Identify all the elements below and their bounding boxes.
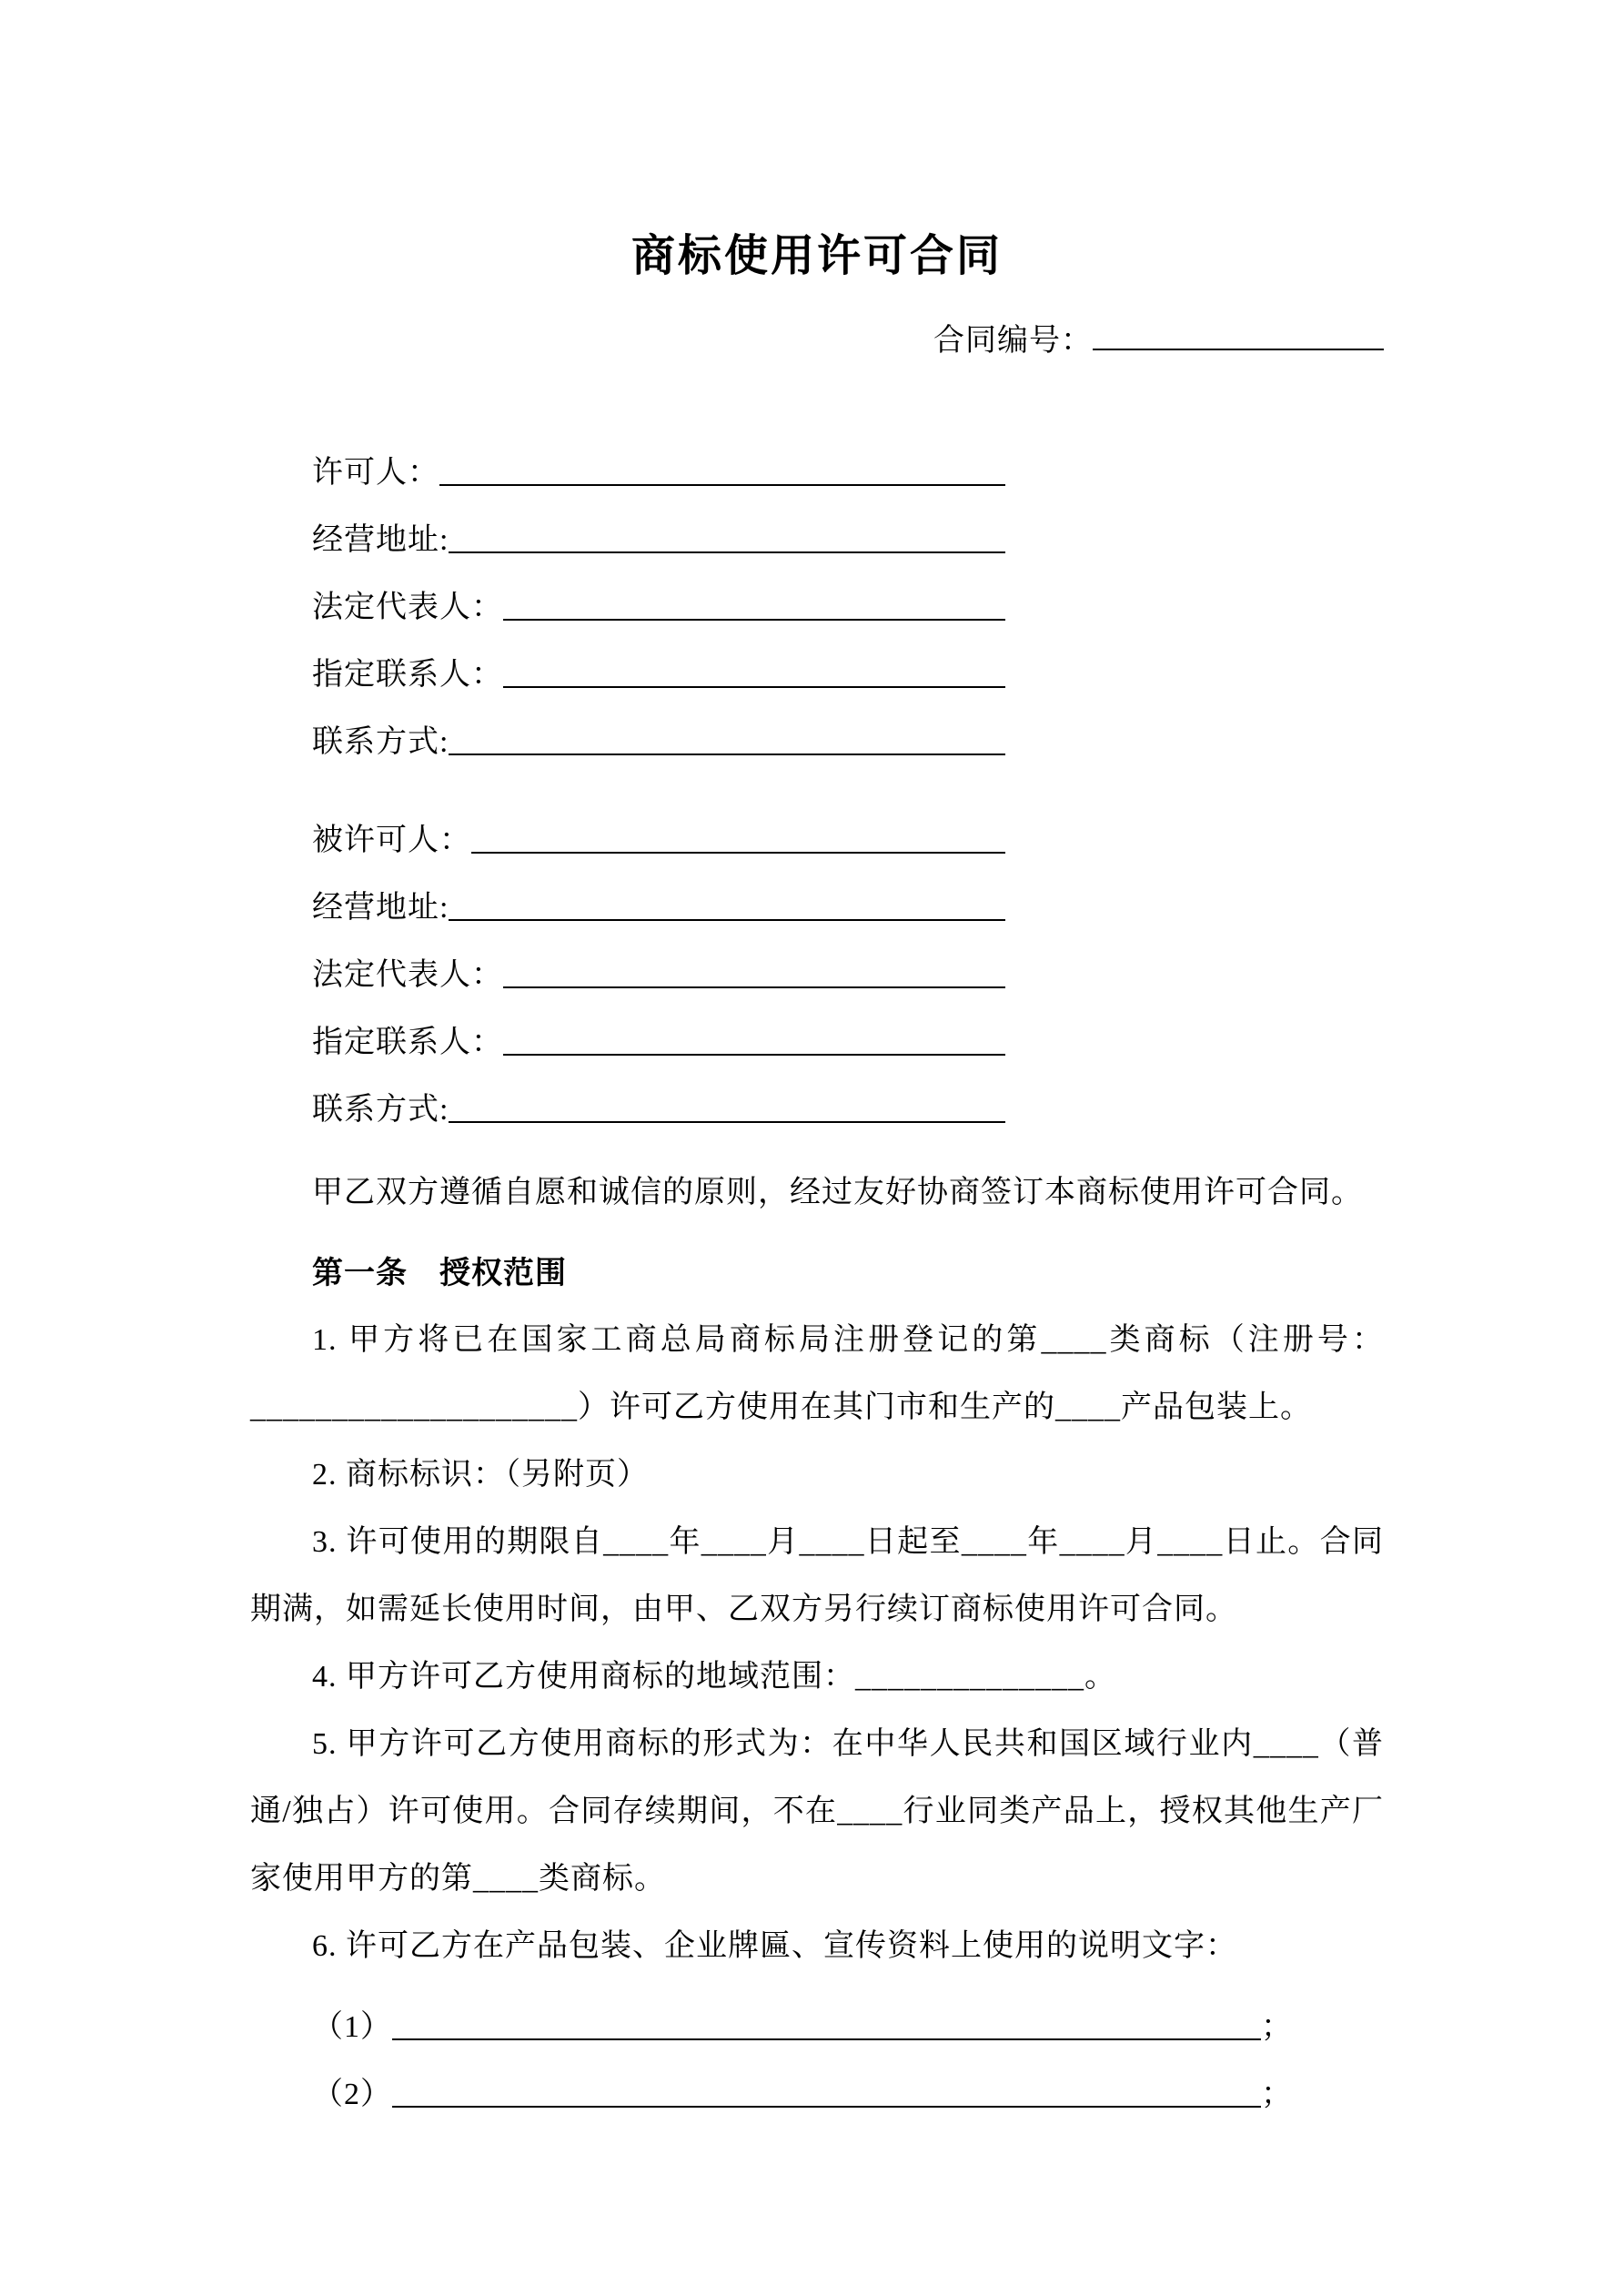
licensee-name-label: 被许可人： (312, 824, 471, 857)
licensee-contact-method-label: 联系方式: (312, 1093, 449, 1127)
licensor-name-label: 许可人： (312, 456, 439, 490)
statement-2-suffix: ； (1261, 2078, 1293, 2111)
clause-2: 2. 商标标识：（另附页） (312, 1458, 649, 1492)
clause-1: 1. 甲方将已在国家工商总局商标局注册登记的第____类商标（注册号：____________________）许可乙方使用在其门市和生产的____产品包装上。 (250, 1323, 1384, 1424)
field-row-licensor-legal-rep (250, 561, 1005, 628)
field-row-licensee-legal-rep (250, 928, 1005, 996)
licensee-name-blank (471, 850, 1005, 854)
field-row-licensor-contact-person (250, 628, 1005, 695)
licensor-address-blank (449, 550, 1005, 553)
statement-2-blank (392, 2104, 1261, 2108)
clause-5: 5. 甲方许可乙方使用商标的形式为：在中华人民共和国区域行业内____（普通/独占）许可使用。合同存续期间，不在____行业同类产品上，授权其他生产厂家使用甲方的第____类商标。 (250, 1727, 1384, 1896)
licensee-contact-person-blank (503, 1052, 1005, 1056)
licensee-address-blank (449, 917, 1005, 921)
licensee-legal-rep-blank (503, 985, 1005, 988)
clause-6: 6. 许可乙方在产品包装、企业牌匾、宣传资料上使用的说明文字： (312, 1929, 1237, 1963)
licensor-contact-method-label: 联系方式: (312, 725, 449, 759)
field-row-licensee-name (250, 794, 1005, 861)
field-row-licensee-address (250, 861, 1005, 928)
statement-1-label: （1） (312, 2010, 392, 2044)
clause-3: 3. 许可使用的期限自____年____月____日起至____年____月____日止。合同期满，如需延长使用时间，由甲、乙双方另行续订商标使用许可合同。 (250, 1525, 1384, 1626)
contract-number-row (250, 308, 1384, 375)
licensee-address-label: 经营地址: (312, 891, 449, 925)
licensor-contact-person-blank (503, 684, 1005, 688)
licensor-legal-rep-label: 法定代表人： (312, 591, 503, 624)
licensee-legal-rep-label: 法定代表人： (312, 958, 503, 992)
contract-number-label: 合同编号： (933, 324, 1093, 358)
statement-blank-line-1 (250, 1980, 1293, 2048)
statement-blank-line-2 (250, 2048, 1293, 2115)
licensor-name-blank (439, 482, 1005, 486)
licensor-section (250, 426, 1384, 763)
licensee-contact-person-label: 指定联系人： (312, 1026, 503, 1059)
licensor-contact-method-blank (449, 752, 1005, 755)
licensor-contact-person-label: 指定联系人： (312, 658, 503, 692)
licensee-section (250, 794, 1384, 1130)
licensor-legal-rep-blank (503, 617, 1005, 621)
licensee-contact-method-blank (449, 1119, 1005, 1123)
intro-paragraph: 甲乙双方遵循自愿和诚信的原则，经过友好协商签订本商标使用许可合同。 (312, 1176, 1363, 1209)
clause-4: 4. 甲方许可乙方使用商标的地域范围：______________。 (312, 1660, 1116, 1694)
document-title: 商标使用许可合同 (630, 232, 1003, 280)
section1-heading: 第一条 授权范围 (312, 1256, 567, 1290)
licensor-address-label: 经营地址: (312, 523, 449, 557)
contract-number-blank (1093, 319, 1384, 350)
field-row-licensor-address (250, 493, 1005, 561)
statement-1-blank (392, 2037, 1261, 2040)
field-row-licensor-name (250, 426, 1005, 493)
statement-2-label: （2） (312, 2078, 392, 2111)
field-row-licensee-contact-person (250, 996, 1005, 1063)
statement-1-suffix: ； (1261, 2010, 1293, 2044)
field-row-licensor-contact-method (250, 695, 1005, 763)
field-row-licensee-contact-method (250, 1063, 1005, 1130)
